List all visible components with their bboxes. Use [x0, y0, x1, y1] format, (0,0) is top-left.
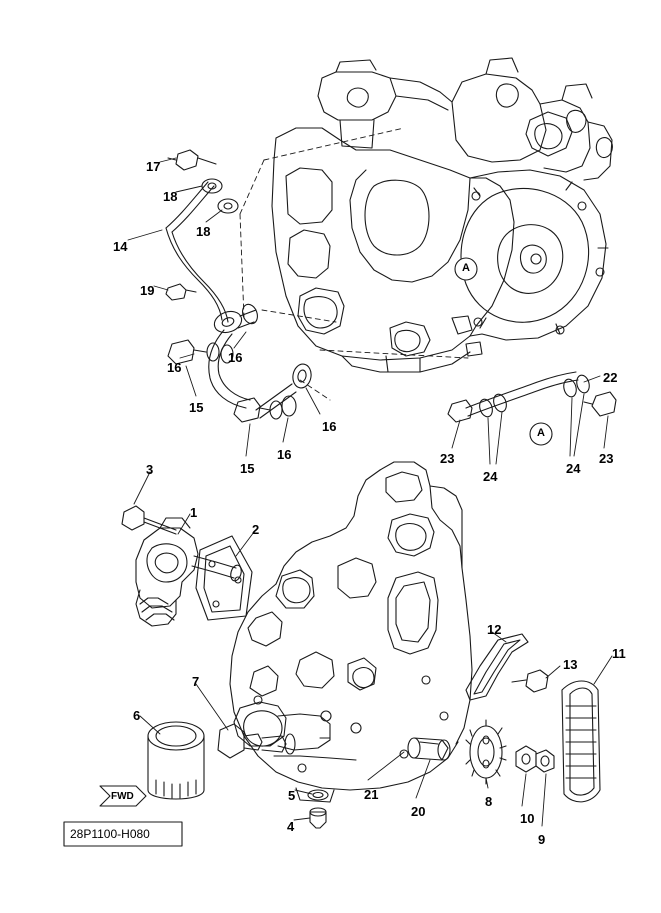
callout-3: 3	[146, 462, 154, 477]
callout-10: 10	[520, 811, 535, 826]
callout-22: 22	[603, 370, 618, 385]
callout-7: 7	[192, 674, 200, 689]
callout-16-c: 16	[322, 419, 337, 434]
callout-6: 6	[133, 708, 141, 723]
callout-8: 8	[485, 794, 493, 809]
part-code-label: 28P1100-H080	[70, 827, 150, 841]
callout-1: 1	[190, 505, 198, 520]
callout-11: 11	[612, 646, 626, 661]
callout-18-a: 18	[163, 189, 178, 204]
callout-16-a: 16	[228, 350, 243, 365]
callout-16-b: 16	[167, 360, 182, 375]
callout-18-b: 18	[196, 224, 211, 239]
callout-24-a: 24	[483, 469, 498, 484]
callout-2: 2	[252, 522, 260, 537]
callout-19: 19	[140, 283, 155, 298]
callout-12: 12	[487, 622, 502, 637]
reference-mark-a-upper: A	[462, 262, 470, 274]
callout-13: 13	[563, 657, 578, 672]
reference-mark-a-lower: A	[537, 427, 545, 439]
callout-23-b: 23	[599, 451, 614, 466]
callout-20: 20	[411, 804, 426, 819]
callout-15-a: 15	[189, 400, 204, 415]
callout-5: 5	[288, 788, 296, 803]
callout-4: 4	[287, 819, 295, 834]
fwd-arrow-label: FWD	[111, 791, 134, 802]
callout-16-d: 16	[277, 447, 292, 462]
callout-14: 14	[113, 239, 128, 254]
callout-15-b: 15	[240, 461, 255, 476]
callout-24-b: 24	[566, 461, 581, 476]
callout-17: 17	[146, 159, 161, 174]
callout-21: 21	[364, 787, 379, 802]
callout-9: 9	[538, 832, 546, 847]
callout-23-a: 23	[440, 451, 455, 466]
